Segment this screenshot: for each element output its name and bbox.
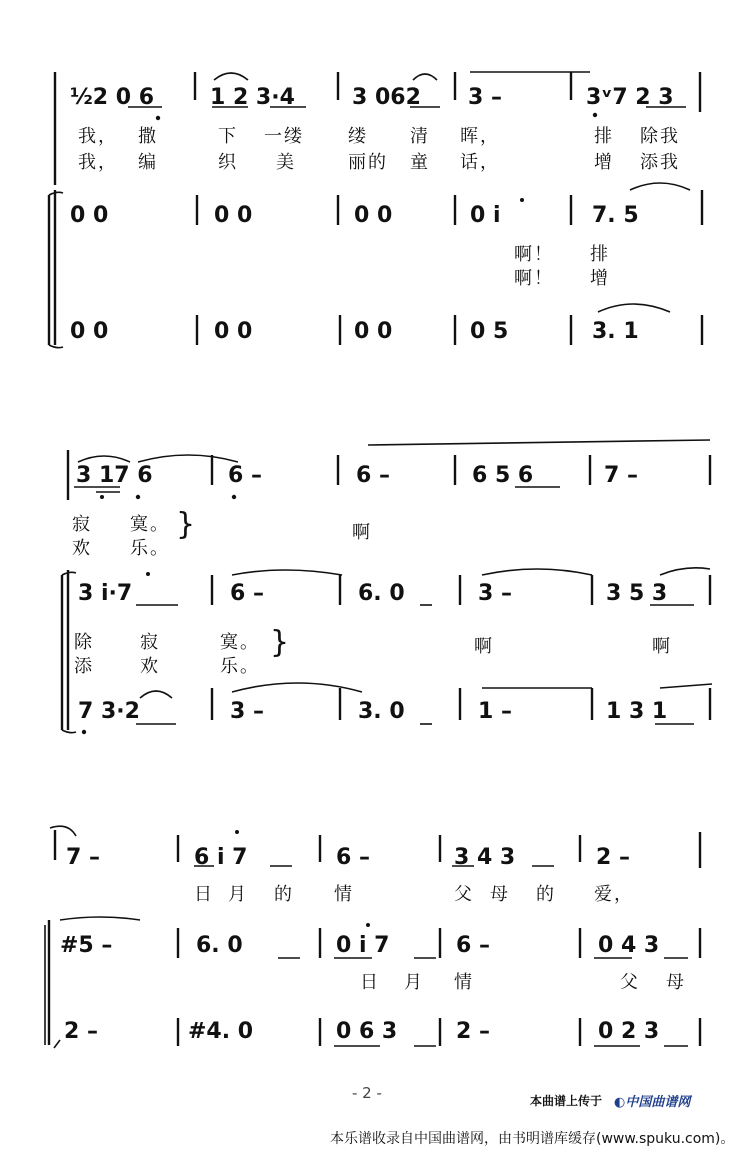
note-group: 6. 0: [358, 581, 405, 606]
brace-icon: }: [270, 625, 290, 660]
lyric: 乐。: [130, 538, 170, 559]
note-group: 0 0: [70, 203, 109, 228]
lyric: 丽的: [348, 152, 388, 173]
lyric: 寂: [140, 632, 160, 653]
note-group: 0 4 3: [598, 933, 660, 958]
lyric: 缕: [348, 126, 368, 147]
lyric: 增: [594, 152, 614, 173]
lyric: 撒: [138, 126, 158, 147]
lyric: 爱，: [594, 884, 634, 905]
logo-icon: ◐: [614, 1095, 626, 1110]
lyric: 啊: [474, 636, 494, 657]
note-group: 0 i 7: [336, 933, 390, 958]
note-group: 3 –: [230, 699, 264, 724]
note-group: 3 4 3: [454, 845, 516, 870]
lyric: 啊: [652, 636, 672, 657]
lyric: 日: [360, 972, 380, 993]
lyric: 晖，: [460, 126, 500, 147]
lyric: 美: [276, 152, 296, 173]
note-group: 3 17 6: [76, 463, 153, 488]
note-group: 6 –: [356, 463, 390, 488]
note-group: 6 i 7: [194, 845, 248, 870]
lyric: 清: [410, 126, 430, 147]
lyric: 我，: [78, 126, 118, 147]
note-group: ½2 0 6: [70, 85, 155, 110]
footer-source-note: 本乐谱收录自中国曲谱网，由书明谱库缓存(www.spuku.com)。: [330, 1131, 735, 1147]
note-group: #5 –: [60, 933, 113, 958]
note-group: 0 0: [70, 319, 109, 344]
note-group: 1 –: [478, 699, 512, 724]
lyric: 啊: [352, 522, 372, 543]
note-group: 0 0: [354, 203, 393, 228]
note-group: 6. 0: [196, 933, 243, 958]
note-group: 3. 0: [358, 699, 405, 724]
lyric: 情: [454, 972, 474, 993]
note-group: 6 –: [456, 933, 490, 958]
note-group: 2 –: [456, 1019, 490, 1044]
lyric: 话，: [460, 152, 500, 173]
lyric: 欢: [72, 538, 92, 559]
lyric: 日: [194, 884, 214, 905]
note-group: 1 3 1: [606, 699, 668, 724]
site-logo[interactable]: [614, 1091, 690, 1110]
lyric: 编: [138, 152, 158, 173]
lyric: 添我: [640, 152, 680, 173]
note-group: 0 5: [470, 319, 509, 344]
lyric: 月: [228, 884, 248, 905]
note-group: 6 5 6: [472, 463, 534, 488]
note-group: 7 –: [66, 845, 100, 870]
note-group: 2 –: [596, 845, 630, 870]
note-group: 7 –: [604, 463, 638, 488]
lyric: 母: [490, 884, 510, 905]
lyric: 童: [410, 152, 430, 173]
lyric: 的: [536, 884, 556, 905]
note-group: 0 6 3: [336, 1019, 398, 1044]
note-group: 3 –: [478, 581, 512, 606]
note-group: 0 0: [214, 319, 253, 344]
lyric: 一缕: [264, 126, 304, 147]
note-group: 3. 1: [592, 319, 639, 344]
lyric: 寞。: [130, 514, 170, 535]
note-group: 3 i·7: [78, 581, 133, 606]
brace-icon: }: [176, 507, 196, 542]
lyric: 排: [594, 126, 614, 147]
note-group: 0 0: [354, 319, 393, 344]
lyric: 织: [218, 152, 238, 173]
note-group: 6 –: [228, 463, 262, 488]
lyric: 啊！: [514, 268, 554, 289]
note-group: #4. 0: [188, 1019, 254, 1044]
logo-text: 中国曲谱网: [625, 1095, 691, 1110]
note-group: 3 062: [352, 85, 421, 110]
lyric: 情: [334, 884, 354, 905]
lyric: 下: [218, 126, 238, 147]
lyric: 月: [404, 972, 424, 993]
lyric: 母: [666, 972, 686, 993]
lyric: 除: [74, 632, 94, 653]
lyric: 增: [590, 268, 610, 289]
note-group: 3 5 3: [606, 581, 668, 606]
lyric: 乐。: [220, 656, 260, 677]
lyric: 排: [590, 244, 610, 265]
note-group: 0 i: [470, 203, 501, 228]
note-group: 3 –: [468, 85, 502, 110]
note-group: 1 2 3·4: [210, 85, 295, 110]
page-number: - 2 -: [352, 1084, 382, 1102]
note-group: 6 –: [336, 845, 370, 870]
note-group: 0 0: [214, 203, 253, 228]
lyric: 寞。: [220, 632, 260, 653]
lyric: 添: [74, 656, 94, 677]
lyric: 父: [620, 972, 640, 993]
lyric: 欢: [140, 656, 160, 677]
lyric: 除我: [640, 126, 680, 147]
lyric: 父: [454, 884, 474, 905]
lyric: 啊！: [514, 244, 554, 265]
upload-credit: 本曲谱上传于: [530, 1094, 603, 1108]
note-group: 7 3·2: [78, 699, 140, 724]
lyric: 寂: [72, 514, 92, 535]
note-group: 2 –: [64, 1019, 98, 1044]
note-group: 6 –: [230, 581, 264, 606]
note-group: 7. 5: [592, 203, 639, 228]
lyric: 的: [274, 884, 294, 905]
note-group: 3ᵛ7 2 3: [586, 85, 674, 110]
note-group: 0 2 3: [598, 1019, 660, 1044]
lyric: 我，: [78, 152, 118, 173]
